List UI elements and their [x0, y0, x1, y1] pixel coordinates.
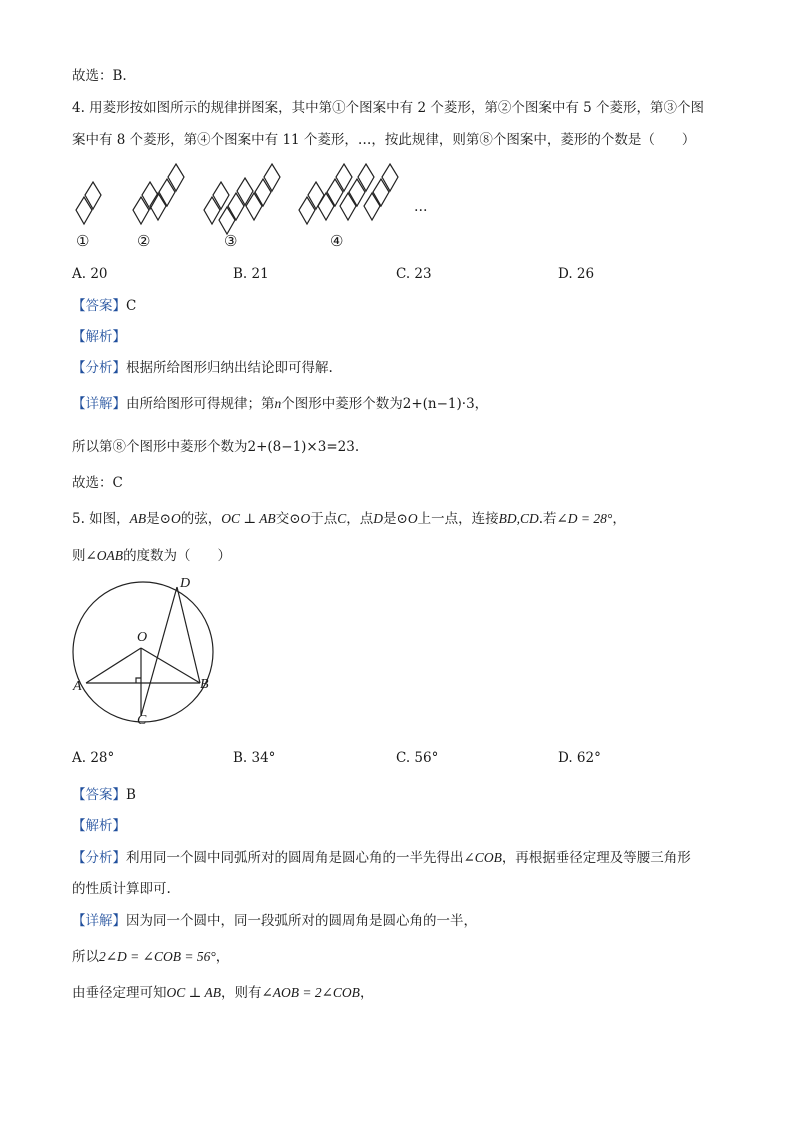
by-perp: OC ⊥ AB	[166, 985, 221, 1000]
q5-text-4: 交	[275, 511, 290, 527]
q5-stem-line1	[72, 509, 626, 529]
q5-point-d: D	[373, 511, 384, 526]
fenxi-text-a: 利用同一个圆中同弧所对的圆周角是圆心角的一半先得出	[126, 850, 464, 866]
xiangjie-text-mid: 个图形中菱形个数为	[281, 396, 403, 412]
q5-text-5: 于点	[310, 511, 338, 527]
q5-point-c: C	[337, 511, 347, 526]
q5-circle-o-2: ⊙O	[289, 511, 311, 526]
analysis-tag: 【解析】	[72, 818, 126, 834]
by-text-c: ，	[359, 985, 374, 1001]
label-a: A	[73, 679, 82, 694]
q5-by-line	[72, 983, 373, 1003]
pattern-label-2: ②	[137, 232, 151, 250]
q5-angle-d: ∠D = 28°	[556, 511, 613, 526]
answer-tag: 【答案】	[72, 787, 126, 803]
q4-stem-line2: 案中有 8 个菱形，第④个图案中有 11 个菱形，…，按此规律，则第⑧个图案中，菱形的个数是（ ）	[72, 132, 696, 148]
q5-option-b: B. 34°	[233, 750, 276, 766]
so-text-b: ，	[215, 949, 230, 965]
so-text-a: 所以	[72, 949, 99, 965]
q5-circle-o: ⊙O	[159, 511, 181, 526]
label-d: D	[180, 576, 191, 591]
q5-option-c: C. 56°	[396, 750, 439, 766]
xiangjie-text: 因为同一个圆中，同一段弧所对的圆周角是圆心角的一半，	[126, 913, 477, 929]
pattern-label-1: ①	[76, 232, 90, 250]
q5-bdcd: BD,CD	[498, 511, 539, 526]
fenxi-angle: ∠COB	[463, 850, 502, 865]
q5-answer	[72, 785, 136, 805]
pattern-label-4: ④	[330, 232, 344, 250]
q5-ab: AB	[129, 511, 147, 526]
by-formula: ∠AOB = 2∠COB	[261, 985, 360, 1000]
answer-value: C	[126, 298, 137, 314]
q5-so-line	[72, 947, 229, 967]
q5-text-12: 的度数为（ ）	[123, 548, 232, 564]
q5-option-d: D. 62°	[558, 750, 601, 766]
analysis-tag: 【解析】	[72, 329, 126, 345]
xiangjie-formula: 2+(n−1)·3，	[402, 396, 489, 412]
q4-option-d: D. 26	[558, 266, 595, 282]
fenxi-tag: 【分析】	[72, 360, 126, 376]
q5-fenxi-line1	[72, 848, 691, 868]
q5-text-10: ，	[612, 511, 626, 527]
prev-conclusion: 故选：B.	[72, 68, 127, 84]
xiangjie-tag: 【详解】	[72, 396, 126, 412]
q5-perp: OC ⊥ AB	[221, 511, 276, 526]
q4-xiangjie	[72, 394, 488, 414]
q4-option-c: C. 23	[396, 266, 432, 282]
q4-so-line	[72, 437, 359, 457]
label-c: C	[137, 713, 147, 728]
q4-conclusion: 故选：C	[72, 475, 123, 491]
so-text: 所以第⑧个图形中菱形个数为	[72, 439, 248, 455]
q4-fenxi	[72, 358, 333, 378]
q5-option-a: A. 28°	[72, 750, 115, 766]
q4-option-a: A. 20	[72, 266, 108, 282]
xiangjie-text-pre: 由所给图形可得规律；第	[126, 396, 275, 412]
q5-text-8: 上一点，连接	[417, 511, 499, 527]
q5-stem-line2	[72, 546, 231, 566]
fenxi-tag: 【分析】	[72, 850, 126, 866]
xiangjie-var: n	[274, 396, 282, 411]
q4-analysis-tag	[72, 327, 126, 347]
pattern-ellipsis: …	[414, 199, 428, 215]
q5-text-2: 是	[146, 511, 160, 527]
q4-answer	[72, 296, 136, 316]
q5-text-6: ，点	[346, 511, 374, 527]
q5-text-1: 5. 如图，	[72, 511, 130, 527]
label-b: B	[200, 677, 209, 692]
q5-angle-oab: ∠OAB	[85, 548, 124, 563]
q5-text-9: .若	[538, 511, 557, 527]
xiangjie-tag: 【详解】	[72, 913, 126, 929]
q5-analysis-tag	[72, 816, 126, 836]
by-text-b: ，则有	[220, 985, 262, 1001]
q5-text-3: 的弦，	[180, 511, 222, 527]
by-text-a: 由垂径定理可知	[72, 985, 167, 1001]
so-formula: 2+(8−1)×3=23.	[247, 439, 360, 455]
q5-circle-o-3: ⊙O	[396, 511, 418, 526]
q5-xiangjie	[72, 911, 477, 931]
answer-tag: 【答案】	[72, 298, 126, 314]
so-formula: 2∠D = ∠COB = 56°	[99, 949, 216, 964]
fenxi-text: 根据所给图形归纳出结论即可得解.	[126, 360, 333, 376]
pattern-label-3: ③	[224, 232, 238, 250]
q4-option-b: B. 21	[233, 266, 269, 282]
answer-value: B	[126, 787, 136, 803]
label-o: O	[137, 630, 148, 645]
fenxi-text-b: ，再根据垂径定理及等腰三角形	[501, 850, 691, 866]
q5-text-7: 是	[383, 511, 397, 527]
q5-fenxi-line2: 的性质计算即可.	[72, 881, 171, 897]
q5-text-11: 则	[72, 548, 86, 564]
q4-stem-line1: 4. 用菱形按如图所示的规律拼图案，其中第①个图案中有 2 个菱形，第②个图案中有 5 个菱形，第③个图	[72, 100, 705, 116]
